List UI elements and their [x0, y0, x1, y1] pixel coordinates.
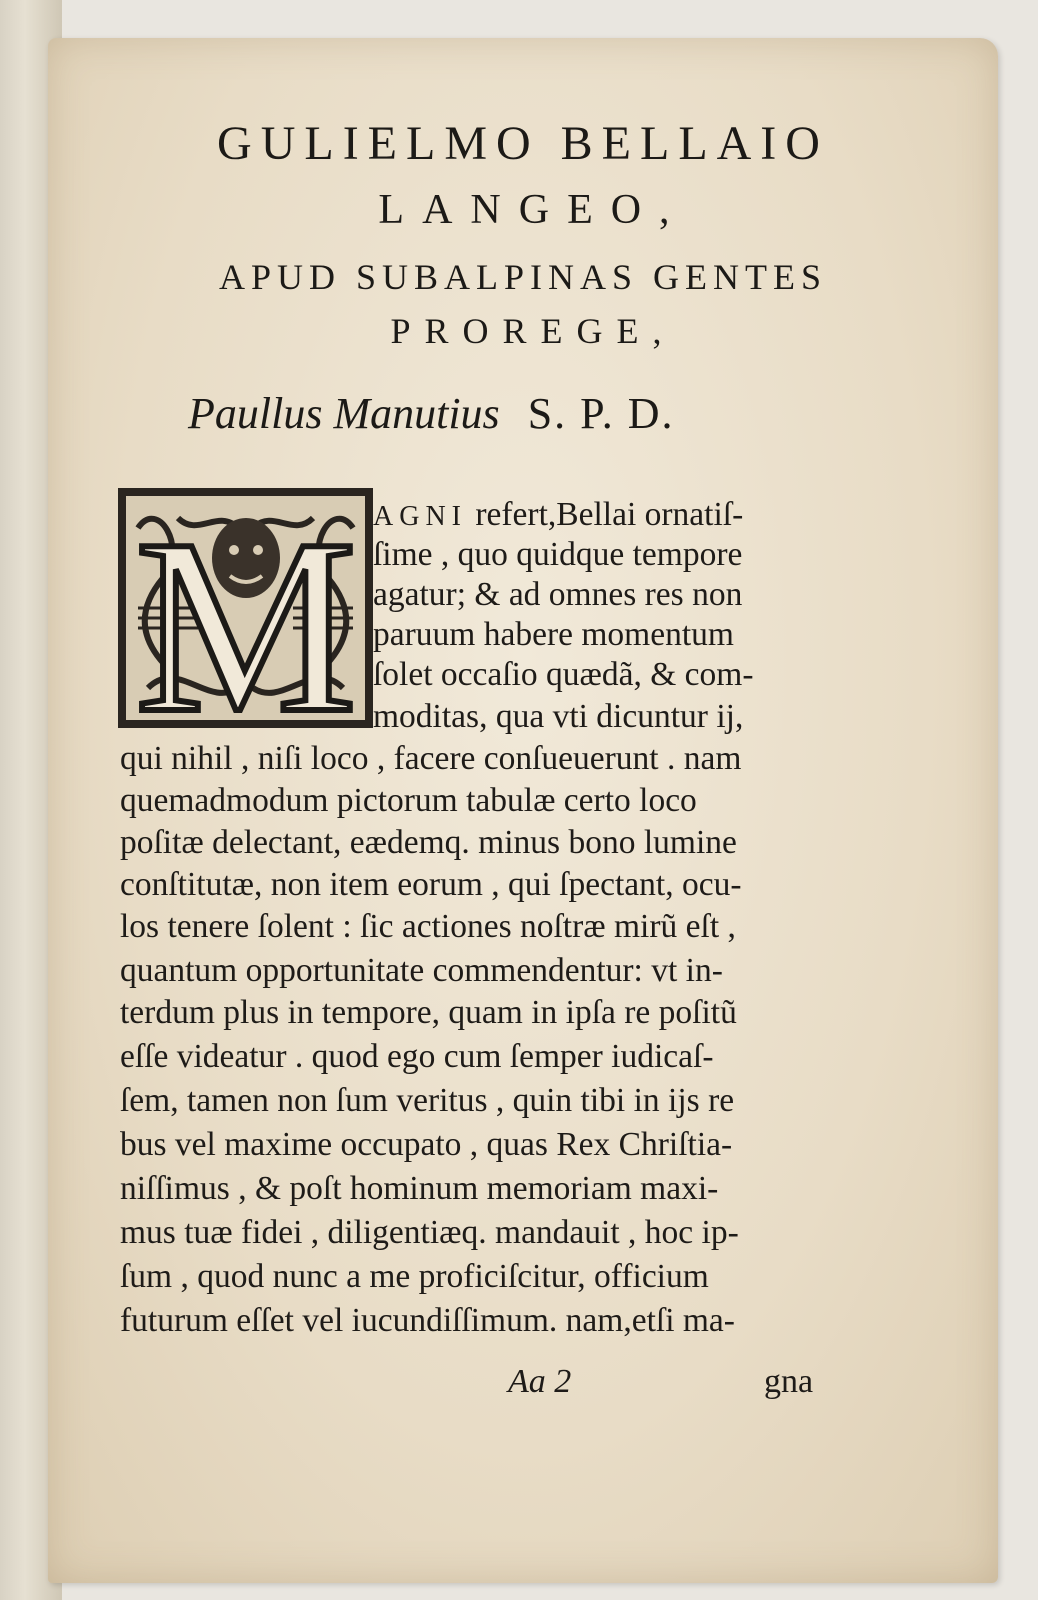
salutation-abbr: S. P. D.: [527, 389, 675, 438]
text-line-1: [373, 496, 743, 534]
text-line-7: qui nihil , niſi loco , facere conſueuerunt . nam: [120, 740, 742, 777]
first-word: AGNI: [373, 501, 467, 532]
text-line-6: moditas, qua vti dicuntur ij,: [373, 698, 744, 735]
text-line-5: ſolet occaſio quædã, & com-: [373, 656, 754, 693]
text-line-20: futurum eſſet vel iucundiſſimum. nam,etſi ma-: [120, 1302, 735, 1339]
text-line-18: mus tuæ fidei , diligentiæq. mandauit , hoc ip-: [120, 1214, 739, 1251]
ornament-woodcut-icon: [118, 488, 373, 728]
salutation: [188, 388, 828, 439]
heading-line-2: LANGEO,: [378, 187, 688, 233]
text-line-9: poſitæ delectant, eædemq. minus bono lumine: [120, 824, 737, 861]
catchword: gna: [764, 1363, 814, 1400]
salutation-name: Paullus Manutius: [188, 389, 500, 438]
text-line-14: eſſe videatur . quod ego cum ſemper iudicaſ-: [120, 1038, 714, 1075]
text-line-4: paruum habere momentum: [373, 616, 734, 653]
heading-line-1: GULIELMO BELLAIO: [217, 117, 829, 170]
book-page: [48, 38, 998, 1583]
heading-line-4: PROREGE,: [390, 311, 676, 351]
heading-line-3: APUD SUBALPINAS GENTES: [218, 257, 828, 297]
text-line-12: quantum opportunitate commendentur: vt in-: [120, 952, 723, 989]
initial-letter: M: [134, 488, 358, 728]
text-line-8: quemadmodum pictorum tabulæ certo loco: [120, 782, 697, 819]
decorated-initial: [118, 488, 373, 728]
text-line-10: conſtitutæ, non item eorum , qui ſpectant, ocu-: [120, 866, 742, 903]
text-line-15: ſem, tamen non ſum veritus , quin tibi in ijs re: [120, 1082, 735, 1119]
text-line-2: ſime , quo quidque tempore: [373, 536, 743, 573]
text-line-3: agatur; & ad omnes res non: [373, 576, 743, 613]
text-line-17: niſſimus , & poſt hominum memoriam maxi-: [120, 1170, 719, 1207]
text-line-19: ſum , quod nunc a me proficiſcitur, officium: [120, 1258, 709, 1295]
text-line-1-text: refert,Bellai ornatiſ-: [475, 496, 744, 533]
text-line-11: los tenere ſolent : ſic actiones noſtræ mirũ eſt ,: [120, 908, 736, 945]
text-line-13: terdum plus in tempore, quam in ipſa re poſitũ: [120, 994, 737, 1031]
signature-mark: Aa 2: [508, 1363, 572, 1400]
text-line-16: bus vel maxime occupato , quas Rex Chriſtia-: [120, 1126, 733, 1163]
